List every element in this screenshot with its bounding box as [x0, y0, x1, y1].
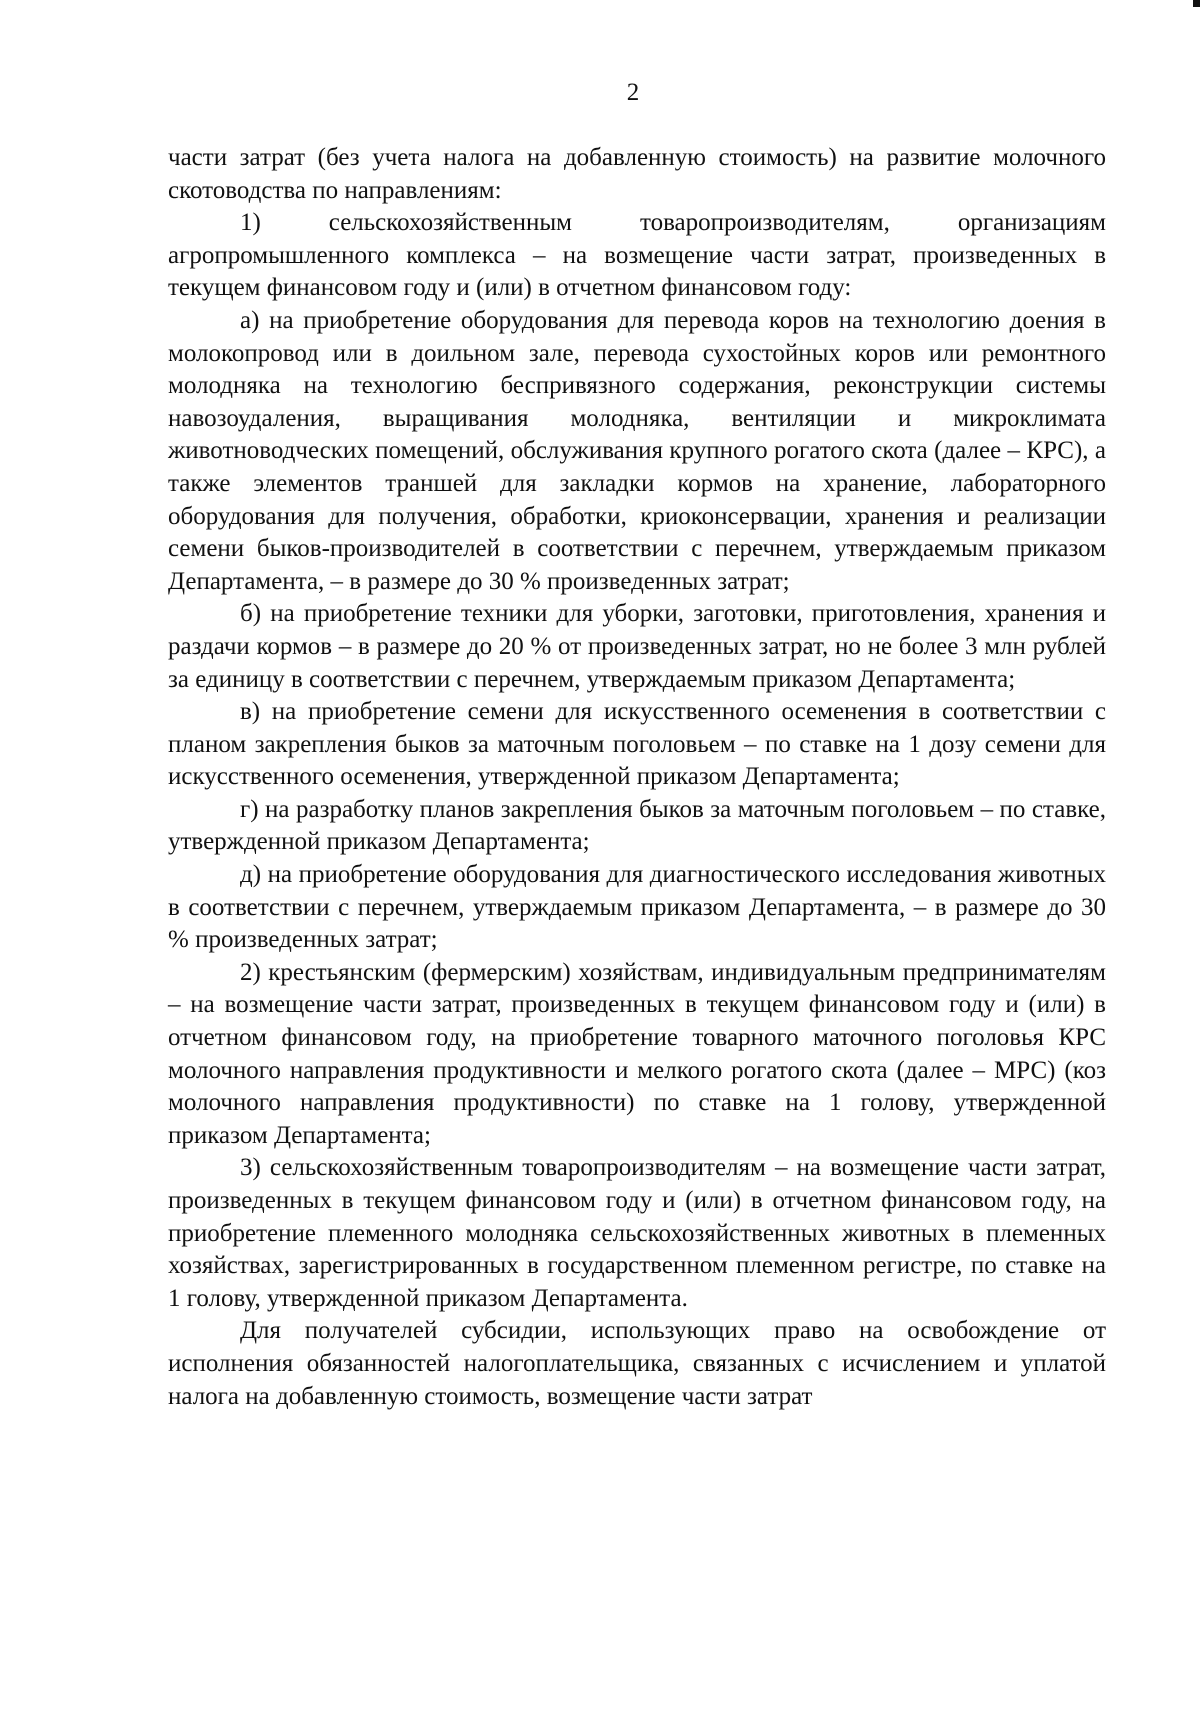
- paragraph-subitem-a: а) на приобретение оборудования для перевода коров на технологию доения в молокопровод или в доильном зале, перевода сухостойных коров или ремонтного молодняка на технологию беспривязного содержания, реконструкции системы навозоудаления, выращивания молодняка, вентиляции и микроклимата животноводческих помещений, обслуживания крупного рогатого скота (далее – КРС), а также элементов траншей для закладки кормов на хранение, лабораторного оборудования для получения, обработки, криоконсервации, хранения и реализации семени быков-производителей в соответствии с перечнем, утверждаемым приказом Департамента, – в размере до 30 % произведенных затрат;: [168, 306, 1106, 595]
- paragraph-intro: части затрат (без учета налога на добавленную стоимость) на развитие молочного скотоводства по направлениям:: [168, 144, 1106, 204]
- paragraph-item-2: 2) крестьянским (фермерским) хозяйствам, индивидуальным предпринимателям – на возмещение части затрат, произведенных в текущем финансовом году и (или) в отчетном финансовом году, на приобретение товарного маточного поголовья КРС молочного направления продуктивности и мелкого рогатого скота (далее – МРС) (коз молочного направления продуктивности) по ставке на 1 голову, утвержденной приказом Департамента;: [168, 958, 1106, 1149]
- paragraph-subitem-v: в) на приобретение семени для искусственного осеменения в соответствии с планом закрепления быков за маточным поголовьем – по ставке на 1 дозу семени для искусственного осеменения, утвержденной приказом Департамента;: [168, 698, 1106, 791]
- paragraph-subitem-d: д) на приобретение оборудования для диагностического исследования животных в соответствии с перечнем, утверждаемым приказом Департамента, – в размере до 30 % произведенных затрат;: [168, 861, 1106, 954]
- document-body: [168, 142, 1106, 1413]
- page-number: 2: [626, 79, 640, 106]
- paragraph-subitem-b: б) на приобретение техники для уборки, заготовки, приготовления, хранения и раздачи кормов – в размере до 20 % от произведенных затрат, но не более 3 млн рублей за единицу в соответствии с перечнем, утверждаемым приказом Департамента;: [168, 600, 1106, 693]
- paragraph-vat-note: Для получателей субсидии, использующих право на освобождение от исполнения обязанностей налогоплательщика, связанных с исчислением и уплатой налога на добавленную стоимость, возмещение части затрат: [168, 1317, 1106, 1410]
- scan-edge-mark: [1193, 0, 1200, 7]
- paragraph-subitem-g: г) на разработку планов закрепления быков за маточным поголовьем – по ставке, утвержденной приказом Департамента;: [168, 795, 1106, 856]
- paragraph-item-3: 3) сельскохозяйственным товаропроизводителям – на возмещение части затрат, произведенных в текущем финансовом году и (или) в отчетном финансовом году, на приобретение племенного молодняка сельскохозяйственных животных в племенных хозяйствах, зарегистрированных в государственном племенном регистре, по ставке на 1 голову, утвержденной приказом Департамента.: [168, 1154, 1106, 1312]
- paragraph-item-1: 1) сельскохозяйственным товаропроизводителям, организациям агропромышленного комплекса – на возмещение части затрат, произведенных в текущем финансовом году и (или) в отчетном финансовом году:: [168, 209, 1106, 302]
